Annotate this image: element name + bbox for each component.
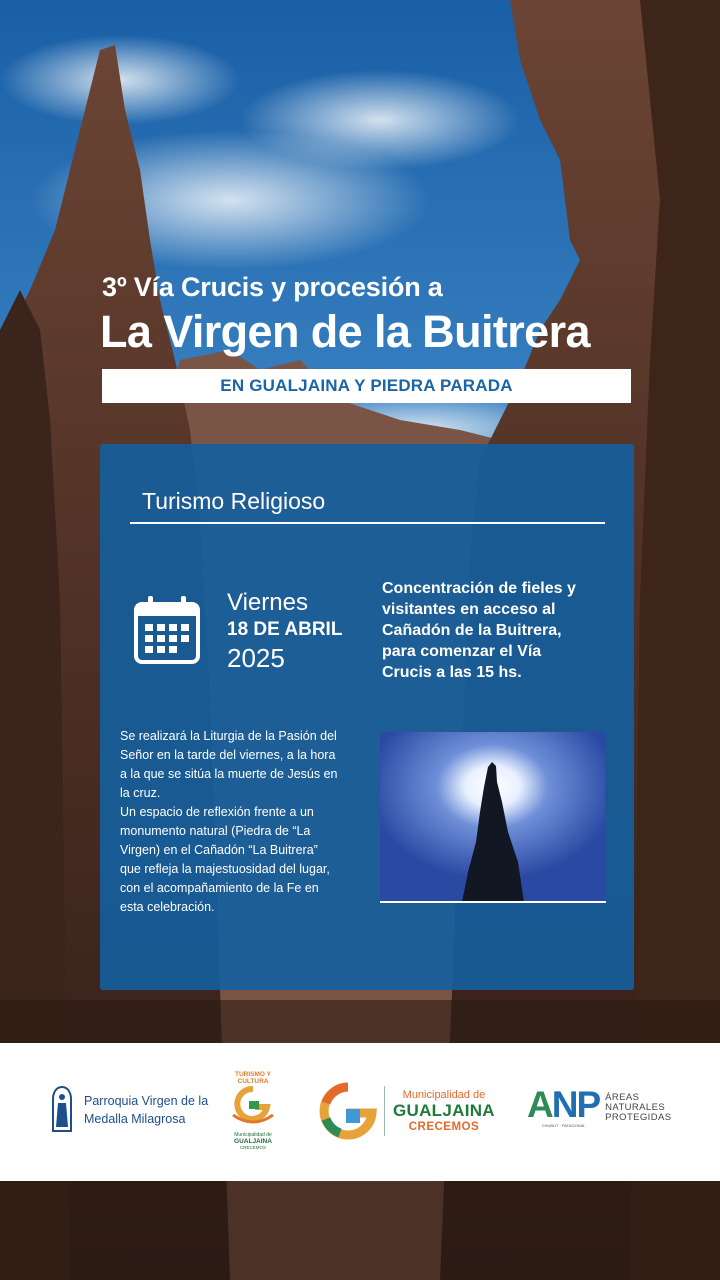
description-line: que refleja la majestuosidad del lugar, (120, 862, 330, 876)
description-line: a la que se sitúa la muerte de Jesús en (120, 767, 338, 781)
date-weekday: Viernes (227, 589, 308, 616)
turismo-sub2: GUALJAINA (234, 1138, 272, 1145)
description-line: Un espacio de reflexión frente a un (120, 805, 314, 819)
info-card (100, 444, 634, 990)
description-line: esta celebración. (120, 900, 215, 914)
anp-sub: CHUBUT · PATAGONIA (541, 1123, 585, 1128)
event-title: La Virgen de la Buitrera (100, 306, 590, 357)
concentration-line: para comenzar el Vía (382, 643, 542, 660)
municipalidad-line1: Municipalidad de (402, 1089, 486, 1101)
gualjaina-g-logo-icon (318, 1081, 378, 1141)
description-text (120, 727, 368, 917)
description-line: con el acompañamiento de la Fe en (120, 881, 319, 895)
parroquia-line1: Parroquia Virgen de la (84, 1094, 209, 1108)
parroquia-line2: Medalla Milagrosa (84, 1112, 186, 1126)
municipalidad-line3: CRECEMOS (408, 1121, 480, 1133)
sponsors-footer (0, 1043, 720, 1181)
turismo-title: TURISMO Y CULTURA (235, 1071, 271, 1085)
location-text: EN GUALJAINA Y PIEDRA PARADA (220, 376, 513, 395)
anp-line3: PROTEGIDAS (605, 1111, 672, 1123)
description-line: Se realizará la Liturgia de la Pasión del (120, 729, 337, 743)
event-date (227, 588, 342, 674)
anp-line1: ÁREAS (605, 1091, 640, 1103)
description-line: monumento natural (Piedra de “La (120, 824, 311, 838)
virgin-rock-photo (380, 732, 605, 902)
municipalidad-divider (384, 1086, 385, 1136)
card-heading: Turismo Religioso (142, 488, 326, 514)
turismo-sub1: Municipalidad de (234, 1132, 272, 1138)
concentration-line: Cañadón de la Buitrera, (382, 622, 562, 639)
turismo-sub3: CRECEMOS (239, 1145, 266, 1150)
turismo-g-logo-icon (227, 1085, 279, 1127)
concentration-line: Concentración de fieles y (382, 580, 576, 597)
anp-line2: NATURALES (605, 1101, 666, 1113)
turismo-cultura-logo (222, 1071, 284, 1150)
parroquia-logo (50, 1085, 208, 1135)
description-line: Señor en la tarde del viernes, a la hora (120, 748, 336, 762)
date-day-month: 18 DE ABRIL (227, 619, 343, 640)
concentration-text (382, 578, 620, 683)
anp-letters: ANP (527, 1084, 600, 1125)
municipalidad-logo (318, 1081, 495, 1141)
photo-underline (380, 901, 606, 903)
anp-logo (527, 1084, 672, 1128)
description-line: la cruz. (120, 786, 161, 800)
virgin-figure-icon (50, 1085, 74, 1135)
event-subtitle: 3º Vía Crucis y procesión a (102, 272, 443, 302)
calendar-icon (133, 594, 201, 666)
anp-logo-icon (527, 1084, 600, 1128)
card-divider (130, 522, 605, 524)
description-line: Virgen) en el Cañadón “La Buitrera” (120, 843, 318, 857)
date-year: 2025 (227, 643, 285, 673)
municipalidad-line2: GUALJAINA (393, 1101, 495, 1120)
concentration-line: Crucis a las 15 hs. (382, 664, 522, 681)
location-banner (102, 369, 631, 403)
concentration-line: visitantes en acceso al (382, 601, 556, 618)
